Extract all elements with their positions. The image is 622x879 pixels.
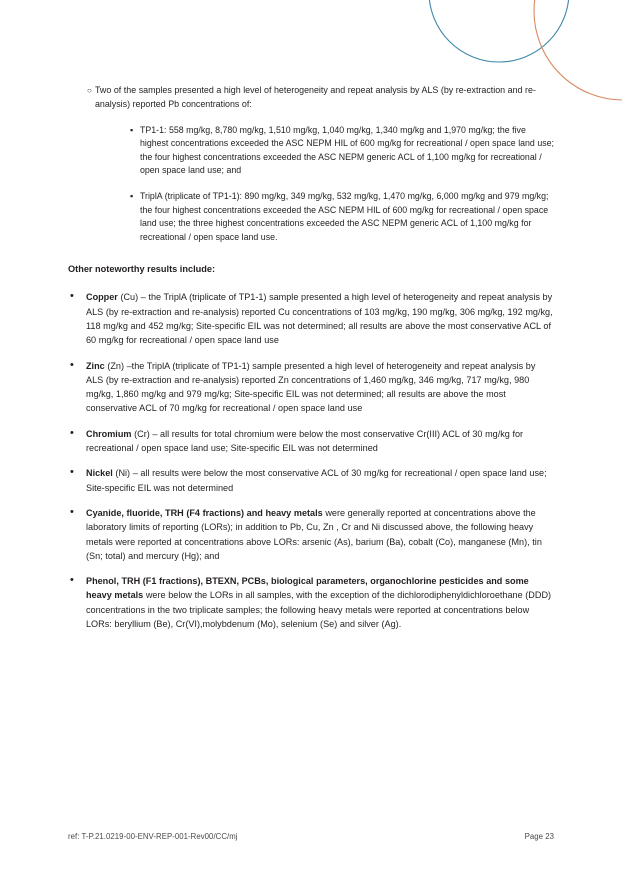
list-item-zinc	[68, 359, 554, 416]
disc-bullet-icon: •	[70, 466, 74, 479]
item-body-copper: (Cu) – the TriplA (triplicate of TP1-1) sample presented a high level of heterogeneity and repeat analysis by ALS (by re-extraction and re-analysis) reported Cu concentrations of 103 mg/kg, 190 mg/kg, 306 mg/kg, 192 mg/kg, 118 mg/kg and 452 mg/kg; Site-specific EIL was not determined; all results are above the most conservative ACL of 60 mg/kg for recreational / open space land use	[86, 292, 553, 346]
intro-sub-item-tp1-1: TP1-1: 558 mg/kg, 8,780 mg/kg, 1,510 mg/kg, 1,040 mg/kg, 1,340 mg/kg and 1,970 mg/kg; the five highest concentrations exceeded the ASC NEPM HIL of 600 mg/kg for recreational / open space land use; the four highest concentrations exceeded the ASC NEPM generic ACL of 1,100 mg/kg for recreational / open space land use; and	[140, 124, 554, 176]
item-lead-nickel: Nickel	[86, 468, 113, 479]
item-body-cyanide: were generally reported at concentrations above the laboratory limits of reporting (LORs); in addition to Pb, Cu, Zn , Cr and Ni discussed above, the following heavy metals were reported at concentrations above LORs: arsenic (As), barium (Ba), cobalt (Co), manganese (Mn), tin (Sn; total) and mercury (Hg); and	[86, 507, 542, 561]
document-reference: ref: T-P.21.0219-00-ENV-REP-001-Rev00/CC/mj	[68, 832, 238, 841]
disc-bullet-icon: •	[70, 358, 74, 371]
circle-bullet-icon: ○	[87, 86, 92, 95]
item-body-nickel: (Ni) – all results were below the most conservative ACL of 30 mg/kg for recreational / open space land use; Site-specific EIL was not determined	[86, 468, 547, 493]
intro-sub-list	[113, 124, 554, 245]
disc-bullet-icon: •	[70, 290, 74, 303]
item-body-zinc: (Zn) –the TriplA (triplicate of TP1-1) sample presented a high level of heterogeneity and repeat analysis by ALS (by re-extraction and re-analysis) reported Zn concentrations of 1,460 mg/kg, 346 mg/kg, 717 mg/kg, 980 mg/kg, 1,860 mg/kg and 979 mg/kg; Site-specific EIL was not determined; all results are above the most conservative ACL of 70 mg/kg for recreational / open space land use	[86, 360, 536, 414]
square-bullet-icon: ▪	[130, 124, 134, 135]
disc-bullet-icon: •	[70, 505, 74, 518]
item-body-chromium: (Cr) – all results for total chromium were below the most conservative Cr(III) ACL of 30 mg/kg for recreational / open space land use; Site-specific EIL was not determined	[86, 428, 524, 454]
disc-bullet-icon: •	[70, 574, 74, 587]
list-item-phenol	[68, 574, 554, 631]
list-item-nickel	[68, 466, 554, 495]
list-item-cyanide-fluoride	[68, 506, 554, 563]
item-lead-cyanide: Cyanide, fluoride, TRH (F4 fractions) and heavy metals	[86, 507, 323, 518]
list-item	[68, 84, 554, 244]
page-content	[68, 84, 554, 642]
square-bullet-icon: ▪	[130, 190, 134, 201]
results-list	[68, 290, 554, 631]
page-number: Page 23	[524, 832, 554, 841]
page-footer	[68, 832, 554, 841]
item-body-phenol: were below the LORs in all samples, with the exception of the dichlorodiphenyldichloroethane (DDD) concentrations in the two triplicate samples; the following heavy metals were reported at concentrations below LORs: beryllium (Be), Cr(VI),molybdenum (Mo), selenium (Se) and silver (Ag).	[86, 590, 552, 629]
disc-bullet-icon: •	[70, 426, 74, 439]
item-lead-phenol: Phenol, TRH (F1 fractions), BTEXN, PCBs, biological parameters, organochlorine pesticides and some heavy metals	[86, 576, 529, 601]
item-lead-zinc: Zinc	[86, 360, 105, 371]
list-item	[113, 190, 554, 244]
item-lead-chromium: Chromium	[86, 428, 132, 439]
intro-list	[68, 84, 554, 244]
intro-lead-text: Two of the samples presented a high level of heterogeneity and repeat analysis by ALS (by re-extraction and re-analysis) reported Pb concentrations of:	[95, 85, 536, 109]
list-item-copper	[68, 290, 554, 347]
blue-circle-icon	[429, 0, 569, 62]
intro-sub-item-tripla: TriplA (triplicate of TP1-1): 890 mg/kg, 349 mg/kg, 532 mg/kg, 1,470 mg/kg, 6,000 mg/kg and 979 mg/kg; the four highest concentrations exceeded the ASC NEPM HIL of 600 mg/kg for recreational / open space land use; the three highest concentrations exceeded the ASC NEPM generic ACL of 1,100 mg/kg for recreational / open space land use.	[140, 190, 549, 242]
section-heading: Other noteworthy results include:	[68, 264, 216, 275]
list-item	[113, 124, 554, 178]
list-item-chromium	[68, 427, 554, 456]
item-lead-copper: Copper	[86, 292, 118, 303]
